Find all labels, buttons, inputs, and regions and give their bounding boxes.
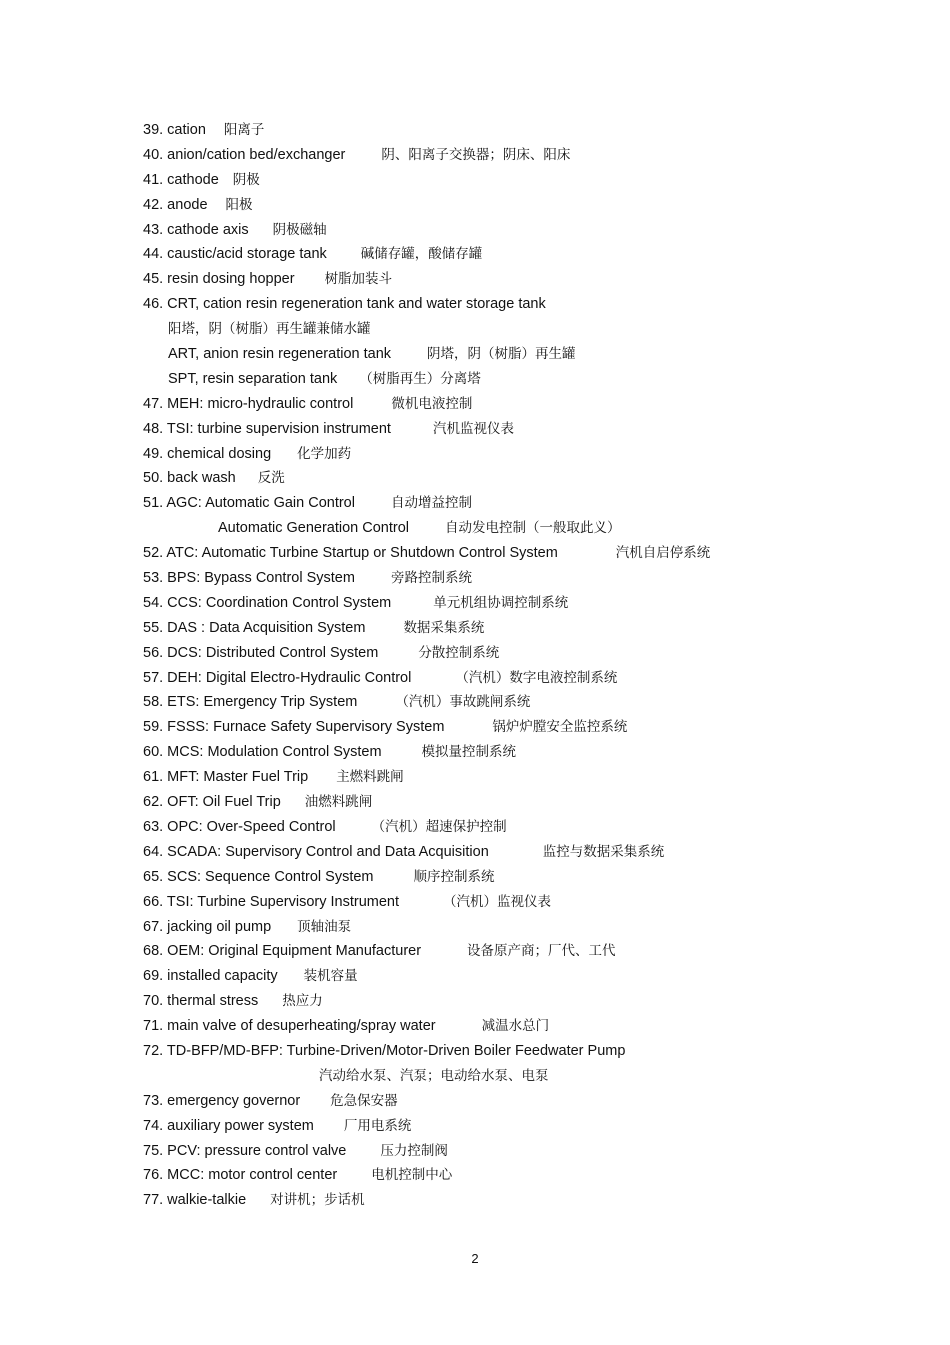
- chinese-translation: 阴极: [232, 171, 260, 188]
- glossary-line: [143, 792, 923, 817]
- glossary-line: [143, 344, 923, 369]
- glossary-line: [143, 493, 923, 518]
- glossary-line: [143, 941, 923, 966]
- chinese-translation: 自动发电控制（一般取此义）: [445, 520, 621, 537]
- english-term: 44. caustic/acid storage tank: [143, 246, 327, 263]
- chinese-translation: 对讲机；步话机: [270, 1192, 365, 1209]
- chinese-translation: 反洗: [257, 470, 285, 487]
- page-number: 2: [471, 1251, 479, 1266]
- english-term: 75. PCV: pressure control valve: [143, 1142, 347, 1159]
- english-term: 51. AGC: Automatic Gain Control: [143, 495, 355, 512]
- english-term: 65. SCS: Sequence Control System: [143, 868, 374, 885]
- english-term: 47. MEH: micro-hydraulic control: [143, 395, 354, 412]
- glossary-line: [143, 1016, 923, 1041]
- chinese-translation: （汽机）监视仪表: [443, 893, 552, 910]
- english-term: 42. anode: [143, 196, 208, 213]
- chinese-translation: 危急保安器: [330, 1092, 398, 1109]
- glossary-line: [143, 767, 923, 792]
- chinese-translation: 微机电液控制: [391, 395, 473, 412]
- glossary-line: [143, 991, 923, 1016]
- chinese-translation: 汽机自启停系统: [615, 545, 711, 562]
- glossary-line: [143, 692, 923, 717]
- english-term: 48. TSI: turbine supervision instrument: [143, 420, 391, 437]
- english-term: 41. cathode: [143, 171, 219, 188]
- chinese-translation: 装机容量: [303, 968, 358, 985]
- chinese-translation: 设备原产商；厂代、工代: [467, 943, 616, 960]
- glossary-line: [143, 668, 923, 693]
- chinese-translation: （汽机）数字电液控制系统: [455, 669, 618, 686]
- glossary-line: [143, 319, 923, 344]
- chinese-translation: 自动增益控制: [390, 495, 472, 512]
- english-term: 69. installed capacity: [143, 968, 278, 985]
- english-term: 71. main valve of desuperheating/spray water: [143, 1018, 436, 1035]
- chinese-translation: 汽动给水泵、汽泵；电动给水泵、电泵: [319, 1067, 549, 1084]
- chinese-translation: （汽机）事故跳闸系统: [395, 694, 531, 711]
- glossary-line: [143, 593, 923, 618]
- chinese-translation: 阳极: [225, 196, 253, 213]
- chinese-translation: 阳离子: [223, 122, 265, 138]
- glossary-line: [143, 1066, 923, 1091]
- chinese-translation: 阴塔，阴（树脂）再生罐: [427, 346, 576, 363]
- chinese-translation: 主燃料跳闸: [336, 769, 404, 786]
- english-term: 67. jacking oil pump: [143, 918, 272, 935]
- english-term: 39. cation: [143, 122, 206, 138]
- english-term: 45. resin dosing hopper: [143, 271, 295, 288]
- chinese-translation: 树脂加装斗: [324, 271, 393, 288]
- chinese-translation: 锅炉炉膛安全监控系统: [492, 719, 628, 736]
- english-term: 74. auxiliary power system: [143, 1117, 314, 1134]
- english-term: 72. TD-BFP/MD-BFP: Turbine-Driven/Motor-Driven Boiler Feedwater Pump: [143, 1042, 626, 1059]
- glossary-line: [143, 220, 923, 245]
- english-term: 57. DEH: Digital Electro-Hydraulic Control: [143, 669, 412, 686]
- glossary-line: [143, 568, 923, 593]
- glossary-line: [143, 643, 923, 668]
- english-term: 56. DCS: Distributed Control System: [143, 644, 379, 661]
- english-term: 62. OFT: Oil Fuel Trip: [143, 794, 281, 811]
- english-term: 73. emergency governor: [143, 1092, 301, 1109]
- chinese-translation: 碱储存罐，酸储存罐: [360, 246, 483, 263]
- chinese-translation: 热应力: [282, 993, 323, 1010]
- english-term: 63. OPC: Over-Speed Control: [143, 818, 336, 835]
- english-term: 60. MCS: Modulation Control System: [143, 744, 382, 761]
- chinese-translation: 阳塔，阴（树脂）再生罐兼储水罐: [168, 321, 371, 338]
- english-term: Automatic Generation Control: [218, 520, 410, 537]
- chinese-translation: （汽机）超速保护控制: [371, 818, 507, 835]
- glossary-line: [143, 195, 923, 220]
- english-term: 53. BPS: Bypass Control System: [143, 570, 355, 587]
- glossary-line: [143, 742, 923, 767]
- english-term: SPT, resin separation tank: [168, 370, 338, 387]
- chinese-translation: 单元机组协调控制系统: [433, 594, 569, 611]
- glossary-line: [143, 394, 923, 419]
- glossary-line: [143, 244, 923, 269]
- glossary-line: [143, 1141, 923, 1166]
- glossary-line: [143, 618, 923, 643]
- chinese-translation: 顺序控制系统: [413, 868, 495, 885]
- english-term: 55. DAS : Data Acquisition System: [143, 619, 366, 636]
- chinese-translation: 监控与数据采集系统: [542, 843, 665, 860]
- english-term: 58. ETS: Emergency Trip System: [143, 694, 358, 711]
- chinese-translation: 顶轴油泵: [297, 918, 352, 935]
- chinese-translation: 压力控制阀: [380, 1142, 448, 1159]
- glossary-line: [143, 917, 923, 942]
- english-term: 46. CRT, cation resin regeneration tank and water storage tank: [143, 296, 546, 313]
- glossary-line: [143, 966, 923, 991]
- english-term: 49. chemical dosing: [143, 445, 272, 462]
- english-term: 61. MFT: Master Fuel Trip: [143, 769, 309, 786]
- glossary-line: [143, 1165, 923, 1190]
- english-term: 43. cathode axis: [143, 221, 249, 238]
- chinese-translation: 模拟量控制系统: [421, 744, 517, 761]
- glossary-line: [143, 170, 923, 195]
- english-term: 70. thermal stress: [143, 993, 259, 1010]
- english-term: 64. SCADA: Supervisory Control and Data Acquisition: [143, 843, 489, 860]
- chinese-translation: 阴极磁轴: [272, 221, 327, 238]
- chinese-translation: 汽机监视仪表: [432, 420, 514, 437]
- chinese-translation: 分散控制系统: [418, 644, 500, 661]
- glossary-line: [143, 892, 923, 917]
- chinese-translation: 阴、阳离子交换器；阴床、阳床: [381, 146, 571, 163]
- chinese-translation: 旁路控制系统: [390, 570, 472, 587]
- glossary-line: [143, 419, 923, 444]
- chinese-translation: 数据采集系统: [403, 619, 485, 636]
- english-term: 76. MCC: motor control center: [143, 1167, 338, 1184]
- glossary-line: [143, 369, 923, 394]
- glossary-line: [143, 1091, 923, 1116]
- glossary-line: [143, 1041, 923, 1066]
- english-term: 77. walkie-talkie: [143, 1192, 247, 1209]
- glossary-line: [143, 842, 923, 867]
- chinese-translation: 油燃料跳闸: [304, 794, 373, 811]
- glossary-line: [143, 1116, 923, 1141]
- chinese-translation: （树脂再生）分离塔: [359, 370, 481, 387]
- glossary-line: [143, 468, 923, 493]
- english-term: 40. anion/cation bed/exchanger: [143, 146, 346, 163]
- english-term: ART, anion resin regeneration tank: [168, 346, 392, 363]
- glossary-line: [143, 867, 923, 892]
- glossary-line: [143, 518, 923, 543]
- english-term: 68. OEM: Original Equipment Manufacturer: [143, 943, 422, 960]
- glossary-line: [143, 717, 923, 742]
- english-term: 66. TSI: Turbine Supervisory Instrument: [143, 893, 400, 910]
- glossary-line: [143, 817, 923, 842]
- chinese-translation: 化学加药: [297, 445, 352, 462]
- glossary-list: [143, 120, 923, 1215]
- chinese-translation: 电机控制中心: [371, 1167, 453, 1184]
- glossary-line: [143, 120, 923, 145]
- english-term: 54. CCS: Coordination Control System: [143, 594, 392, 611]
- chinese-translation: 减温水总门: [481, 1018, 550, 1035]
- glossary-line: [143, 1190, 923, 1215]
- glossary-line: [143, 294, 923, 319]
- english-term: 59. FSSS: Furnace Safety Supervisory System: [143, 719, 445, 736]
- glossary-line: [143, 269, 923, 294]
- glossary-line: [143, 145, 923, 170]
- english-term: 52. ATC: Automatic Turbine Startup or Shutdown Control System: [143, 545, 558, 562]
- english-term: 50. back wash: [143, 470, 236, 487]
- glossary-line: [143, 543, 923, 568]
- chinese-translation: 厂用电系统: [343, 1117, 412, 1134]
- glossary-line: [143, 444, 923, 469]
